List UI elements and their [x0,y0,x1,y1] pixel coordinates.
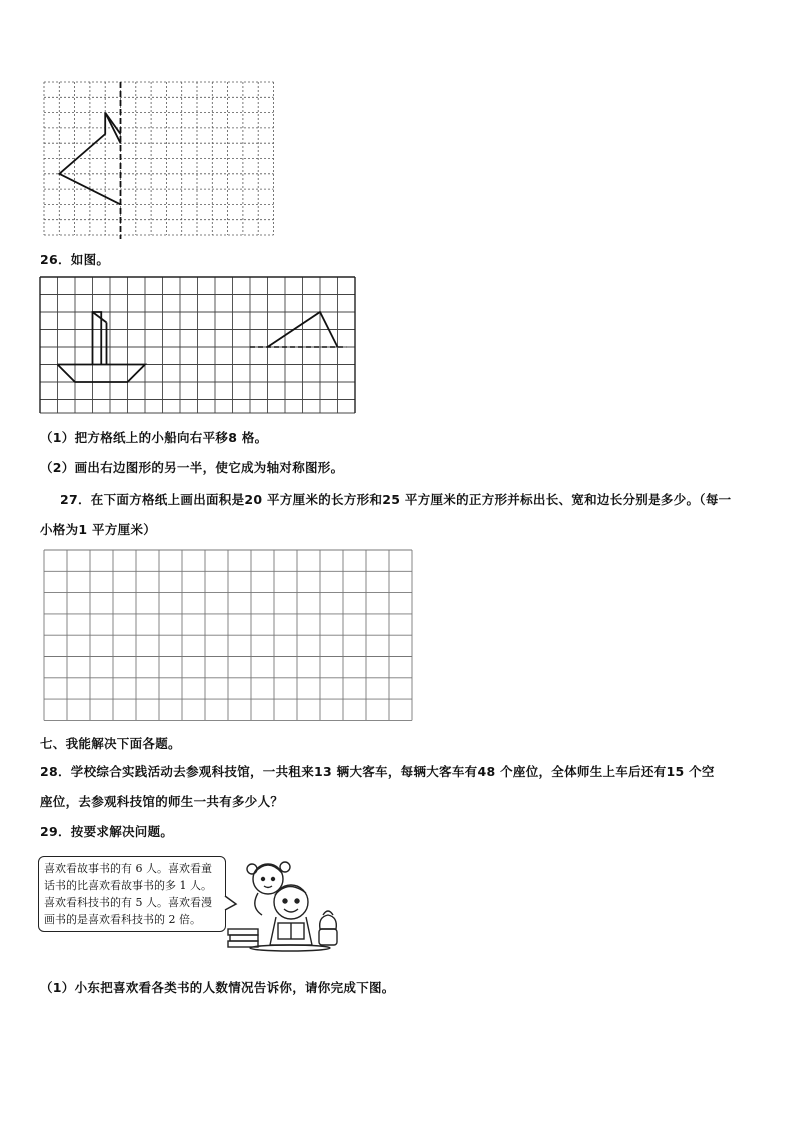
q27-line1: 27．在下面方格纸上画出面积是20 平方厘米的长方形和25 平方厘米的正方形并标出长、宽和边长分别是多少。（每一 [60,492,732,507]
boat-grid [38,275,368,420]
q28-line1: 28．学校综合实践活动去参观科技馆，一共租来13 辆大客车，每辆大客车有48 个座位，全体师生上车后还有15 个空 [40,764,715,779]
blank-grid [42,548,417,723]
q26-sub2: （2）画出右边图形的另一半，使它成为轴对称图形。 [40,460,344,475]
boat-hull [58,365,146,383]
dashed-grid-figure [40,80,280,240]
q29-sub1: （1）小东把喜欢看各类书的人数情况告诉你，请你完成下图。 [40,980,395,995]
bubble-line: 喜欢看科技书的有 5 人。喜欢看漫 [44,896,212,909]
half-figure-edge [105,113,120,134]
children-illustration [228,857,353,952]
q27-line2: 小格为1 平方厘米） [40,522,157,537]
q26-heading: 26．如图。 [40,252,110,267]
q28-line2: 座位，去参观科技馆的师生一共有多少人？ [40,794,284,809]
q26-sub1: （1）把方格纸上的小船向右平移8 格。 [40,430,268,445]
boat-sail-edge [93,312,107,323]
speech-bubble [38,856,226,932]
bubble-line: 话书的比喜欢看故事书的多 1 人。 [44,879,212,892]
boat-sail [93,312,102,365]
bubble-line: 画书的是喜欢看科技书的 2 倍。 [44,913,201,926]
section7-heading: 七、我能解决下面各题。 [40,736,181,751]
q29-heading: 29．按要求解决问题。 [40,824,174,839]
bubble-line: 喜欢看故事书的有 6 人。喜欢看童 [44,862,212,875]
